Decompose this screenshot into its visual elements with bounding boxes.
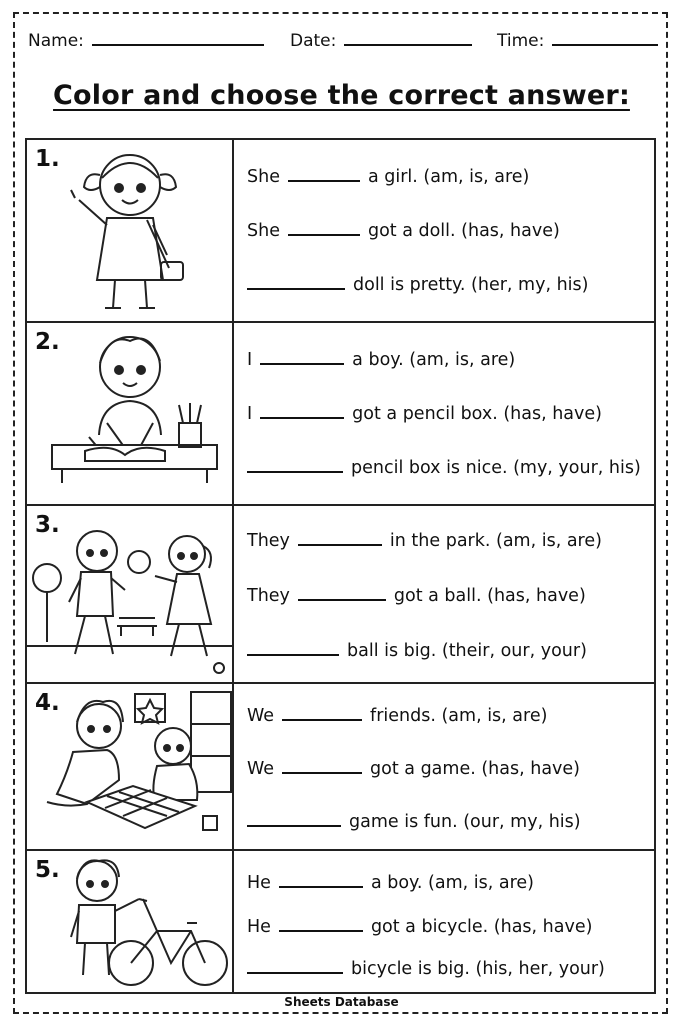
answer-blank[interactable] — [298, 532, 382, 546]
date-label: Date: — [290, 31, 337, 51]
sentence-end: got a bicycle. (has, have) — [370, 917, 593, 937]
exercise-number: 5. — [35, 857, 60, 883]
worksheet-header — [0, 30, 683, 60]
sentence-end: a girl. (am, is, are) — [367, 167, 530, 187]
girl-waving-icon — [27, 140, 232, 321]
sentence — [247, 706, 547, 726]
exercise-row-5 — [27, 851, 654, 992]
sentence-end: ball is big. (their, our, your) — [347, 641, 587, 661]
exercise-sentences-4 — [247, 684, 654, 849]
answer-blank[interactable] — [247, 276, 345, 290]
sentence-start: She — [247, 221, 280, 241]
sentence-end: pencil box is nice. (my, your, his) — [351, 458, 641, 478]
date-blank[interactable] — [344, 30, 472, 46]
answer-blank[interactable] — [279, 874, 363, 888]
sentence-end: got a doll. (has, have) — [367, 221, 560, 241]
sentence-end: got a pencil box. (has, have) — [352, 404, 602, 424]
sentence — [247, 759, 580, 779]
exercise-number: 3. — [35, 512, 60, 538]
sentence — [247, 531, 602, 551]
name-field — [28, 30, 264, 51]
kids-board-game-icon — [27, 684, 232, 849]
answer-blank[interactable] — [282, 760, 362, 774]
answer-blank[interactable] — [279, 918, 363, 932]
exercise-table — [25, 138, 656, 994]
answer-blank[interactable] — [298, 587, 386, 601]
answer-blank[interactable] — [282, 707, 362, 721]
sentence-end: game is fun. (our, my, his) — [349, 812, 581, 832]
sentence-end: doll is pretty. (her, my, his) — [353, 275, 589, 295]
sentence-start: We — [247, 706, 275, 726]
answer-blank[interactable] — [260, 405, 344, 419]
sentence-end: in the park. (am, is, are) — [389, 531, 602, 551]
exercise-picture-2 — [27, 323, 234, 504]
exercise-row-4 — [27, 684, 654, 851]
answer-blank[interactable] — [288, 168, 360, 182]
kids-playing-ball-icon — [27, 506, 232, 682]
sentence — [247, 458, 641, 478]
sentence — [247, 959, 605, 979]
answer-blank[interactable] — [247, 960, 343, 974]
sentence-start: We — [247, 759, 275, 779]
sentence — [247, 586, 586, 606]
sentence — [247, 917, 592, 937]
sentence-start: I — [247, 350, 253, 370]
exercise-picture-3 — [27, 506, 234, 682]
boy-writing-icon — [27, 323, 232, 504]
exercise-sentences-2 — [247, 323, 654, 504]
time-label: Time: — [497, 31, 545, 51]
sentence — [247, 221, 560, 241]
answer-blank[interactable] — [288, 222, 360, 236]
exercise-sentences-5 — [247, 851, 654, 992]
exercise-picture-1 — [27, 140, 234, 321]
time-field — [497, 30, 658, 51]
sentence-end: got a ball. (has, have) — [393, 586, 586, 606]
answer-blank[interactable] — [260, 351, 344, 365]
name-label: Name: — [28, 31, 84, 51]
sentence — [247, 167, 529, 187]
answer-blank[interactable] — [247, 813, 341, 827]
sentence — [247, 404, 602, 424]
sentence-start: He — [247, 917, 271, 937]
exercise-row-3 — [27, 506, 654, 684]
sentence-end: a boy. (am, is, are) — [352, 350, 516, 370]
exercise-number: 4. — [35, 690, 60, 716]
exercise-row-2 — [27, 323, 654, 506]
sentence — [247, 812, 581, 832]
sentence — [247, 641, 587, 661]
sentence-start: She — [247, 167, 280, 187]
exercise-row-1 — [27, 140, 654, 323]
exercise-number: 1. — [35, 146, 60, 172]
exercise-sentences-1 — [247, 140, 654, 321]
exercise-number: 2. — [35, 329, 60, 355]
sentence-end: a boy. (am, is, are) — [370, 873, 534, 893]
sentence — [247, 873, 534, 893]
time-blank[interactable] — [552, 30, 658, 46]
boy-bicycle-icon — [27, 851, 232, 990]
sentence-end: got a game. (has, have) — [370, 759, 580, 779]
sentence-start: They — [247, 531, 290, 551]
sentence-end: bicycle is big. (his, her, your) — [351, 959, 605, 979]
date-field — [290, 30, 472, 51]
name-blank[interactable] — [92, 30, 264, 46]
worksheet-title: Color and choose the correct answer: — [53, 80, 630, 111]
sentence-end: friends. (am, is, are) — [370, 706, 548, 726]
footer-credit: Sheets Database — [284, 995, 399, 1009]
exercise-picture-4 — [27, 684, 234, 849]
sentence — [247, 275, 588, 295]
exercise-picture-5 — [27, 851, 234, 992]
sentence-start: He — [247, 873, 271, 893]
answer-blank[interactable] — [247, 642, 339, 656]
answer-blank[interactable] — [247, 459, 343, 473]
sentence — [247, 350, 515, 370]
sentence-start: They — [247, 586, 290, 606]
exercise-sentences-3 — [247, 506, 654, 682]
sentence-start: I — [247, 404, 253, 424]
